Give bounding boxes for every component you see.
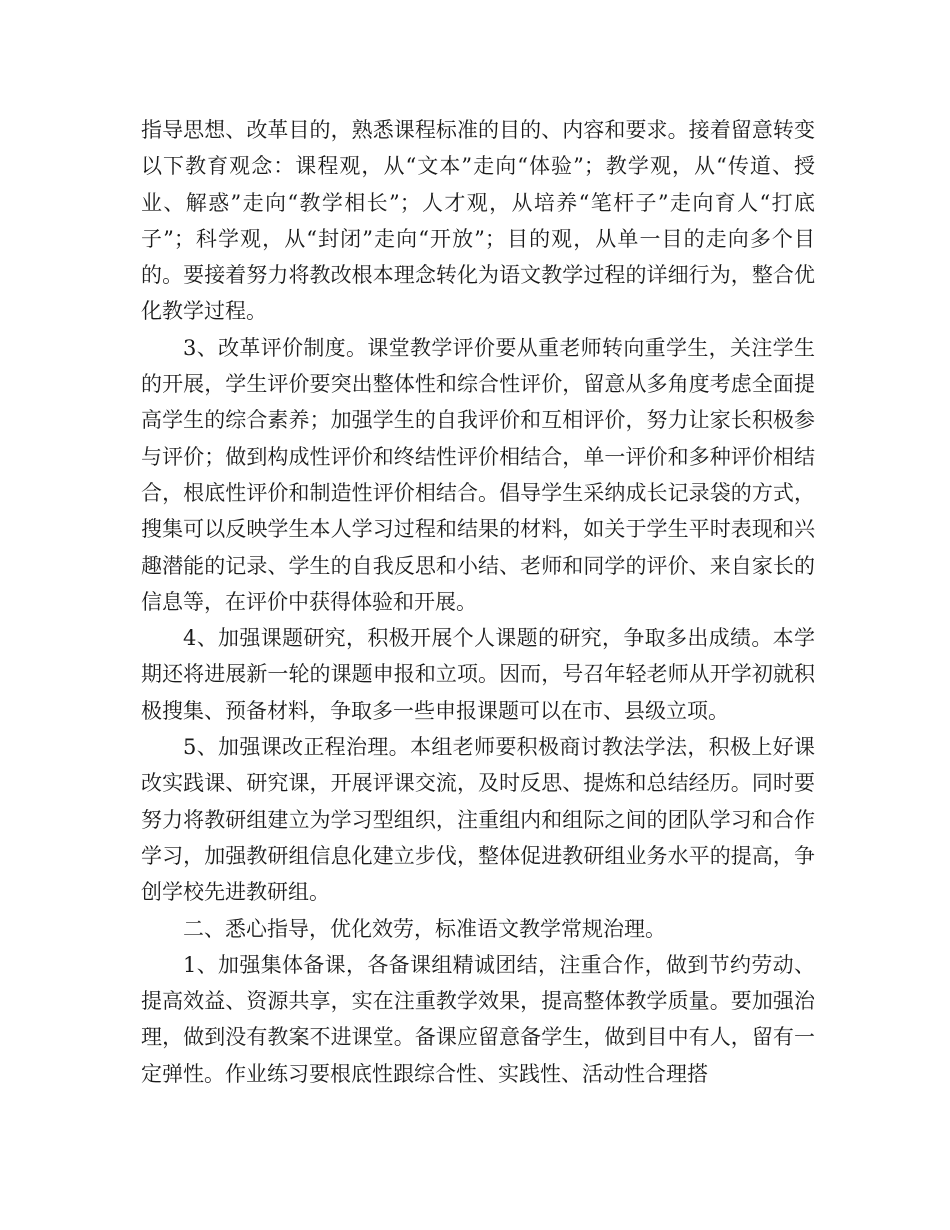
document-body — [141, 112, 815, 1092]
paragraph-curriculum-management: 5、加强课改正程治理。本组老师要积极商讨教法学法，积极上好课改实践课、研究课，开展评课交流，及时反思、提炼和总结经历。同时要努力将教研组建立为学习型组织，注重组内和组际之间的团队学习和合作学习，加强教研组信息化建立步伐，整体促进教研组业务水平的提高，争创学校先进教研组。 — [141, 735, 815, 905]
paragraph-research-projects: 4、加强课题研究，积极开展个人课题的研究，争取多出成绩。本学期还将进展新一轮的课题申报和立项。因而，号召年轻老师从开学初就积极搜集、预备材料，争取多一些申报课题可以在市、县级立项。 — [141, 626, 815, 723]
section-heading-teaching-routine: 二、悉心指导，优化效劳，标准语文教学常规治理。 — [183, 916, 666, 941]
paragraph-evaluation-reform: 3、改革评价制度。课堂教学评价要从重老师转向重学生，关注学生的开展，学生评价要突出整体性和综合性评价，留意从多角度考虑全面提高学生的综合素养；加强学生的自我评价和互相评价，努力让家长积极参与评价；做到构成性评价和终结性评价相结合，单一评价和多种评价相结合，根底性评价和制造性评价相结合。倡导学生采纳成长记录袋的方式，搜集可以反映学生本人学习过程和结果的材料，如关于学生平时表现和兴趣潜能的记录、学生的自我反思和小结、老师和同学的评价、来自家长的信息等，在评价中获得体验和开展。 — [141, 335, 815, 614]
paragraph-continuation: 指导思想、改革目的，熟悉课程标准的目的、内容和要求。接着留意转变以下教育观念：课程观，从“文本”走向“体验”；教学观，从“传道、授业、解惑”走向“教学相长”；人才观，从培养“笔杆子”走向育人“打底子”；科学观，从“封闭”走向“开放”；目的观，从单一目的走向多个目的。要接着努力将教改根本理念转化为语文教学过程的详细行为，整合优化教学过程。 — [141, 118, 815, 324]
paragraph-collective-preparation: 1、加强集体备课，各备课组精诚团结，注重合作，做到节约劳动、提高效益、资源共享，实在注重教学效果，提高整体教学质量。要加强治理，做到没有教案不进课堂。备课应留意备学生，做到目中有人，留有一定弹性。作业练习要根底性跟综合性、实践性、活动性合理搭 — [141, 952, 815, 1086]
